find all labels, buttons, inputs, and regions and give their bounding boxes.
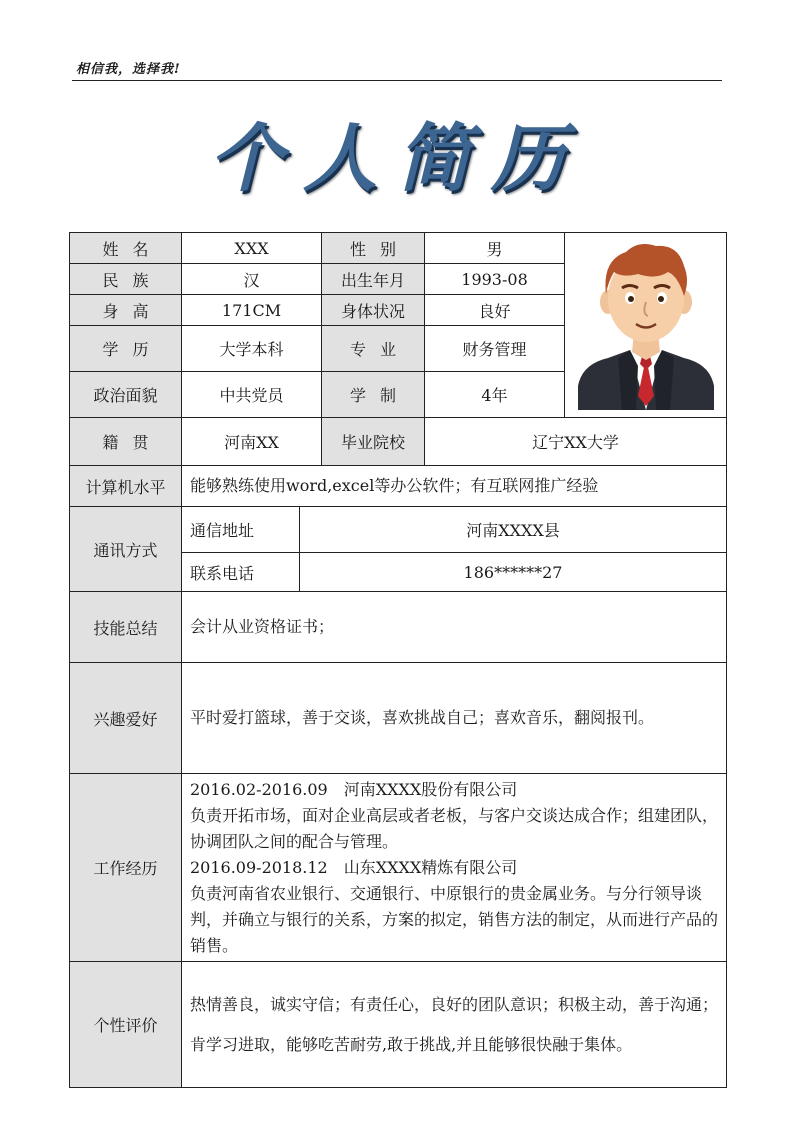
work-entry-2-desc: 负责河南省农业银行、交通银行、中原银行的贵金属业务。与分行领导谈判，并确立与银行的关系，方案的拟定，销售方法的制定，从而进行产品的销售。 — [190, 883, 719, 955]
major-value: 财务管理 — [425, 326, 565, 372]
gender-label: 性别 — [322, 233, 425, 264]
photo-cell — [565, 233, 727, 418]
work-history — [182, 774, 727, 962]
work-entry-1-title: 2016.02-2016.09 河南XXXX股份有限公司 — [190, 779, 518, 799]
school-value: 辽宁XX大学 — [425, 418, 727, 466]
name-label: 姓名 — [70, 233, 182, 264]
contact-label: 通讯方式 — [70, 507, 182, 592]
hobbies-text: 平时爱打篮球，善于交谈，喜欢挑战自己；喜欢音乐，翻阅报刊。 — [182, 663, 727, 774]
politics-value: 中共党员 — [182, 372, 322, 418]
computer-label: 计算机水平 — [70, 466, 182, 507]
origin-label: 籍贯 — [70, 418, 182, 466]
height-value: 171CM — [182, 295, 322, 326]
hobbies-label: 兴趣爱好 — [70, 663, 182, 774]
gender-value: 男 — [425, 233, 565, 264]
education-value: 大学本科 — [182, 326, 322, 372]
computer-text: 能够熟练使用word,excel等办公软件；有互联网推广经验 — [182, 466, 727, 507]
personality-text: 热情善良，诚实守信；有责任心，良好的团队意识；积极主动，善于沟通；肯学习进取，能够吃苦耐劳,敢于挑战,并且能够很快融于集体。 — [182, 962, 727, 1088]
ethnicity-label: 民族 — [70, 264, 182, 295]
address-value: 河南XXXX县 — [300, 507, 727, 553]
birth-value: 1993-08 — [425, 264, 565, 295]
page-title: 个人简历 — [209, 116, 585, 202]
personality-label: 个性评价 — [70, 962, 182, 1088]
education-label: 学历 — [70, 326, 182, 372]
phone-value: 186******27 — [300, 553, 727, 592]
origin-value: 河南XX — [182, 418, 322, 466]
resume-table — [69, 232, 727, 1088]
height-label: 身高 — [70, 295, 182, 326]
avatar — [578, 236, 714, 410]
work-label: 工作经历 — [70, 774, 182, 962]
work-entry-2-title: 2016.09-2018.12 山东XXXX精炼有限公司 — [190, 857, 518, 877]
work-entry-1-desc: 负责开拓市场，面对企业高层或者老板，与客户交谈达成合作；组建团队，协调团队之间的配合与管理。 — [190, 805, 719, 851]
name-value: XXX — [182, 233, 322, 264]
birth-label: 出生年月 — [322, 264, 425, 295]
health-value: 良好 — [425, 295, 565, 326]
duration-value: 4年 — [425, 372, 565, 418]
address-label: 通信地址 — [182, 507, 300, 553]
skills-label: 技能总结 — [70, 592, 182, 663]
ethnicity-value: 汉 — [182, 264, 322, 295]
phone-label: 联系电话 — [182, 553, 300, 592]
header-divider — [72, 80, 722, 81]
health-label: 身体状况 — [322, 295, 425, 326]
school-label: 毕业院校 — [322, 418, 425, 466]
duration-label: 学制 — [322, 372, 425, 418]
major-label: 专业 — [322, 326, 425, 372]
politics-label: 政治面貌 — [70, 372, 182, 418]
skills-text: 会计从业资格证书； — [182, 592, 727, 663]
header-motto: 相信我，选择我! — [76, 62, 181, 77]
